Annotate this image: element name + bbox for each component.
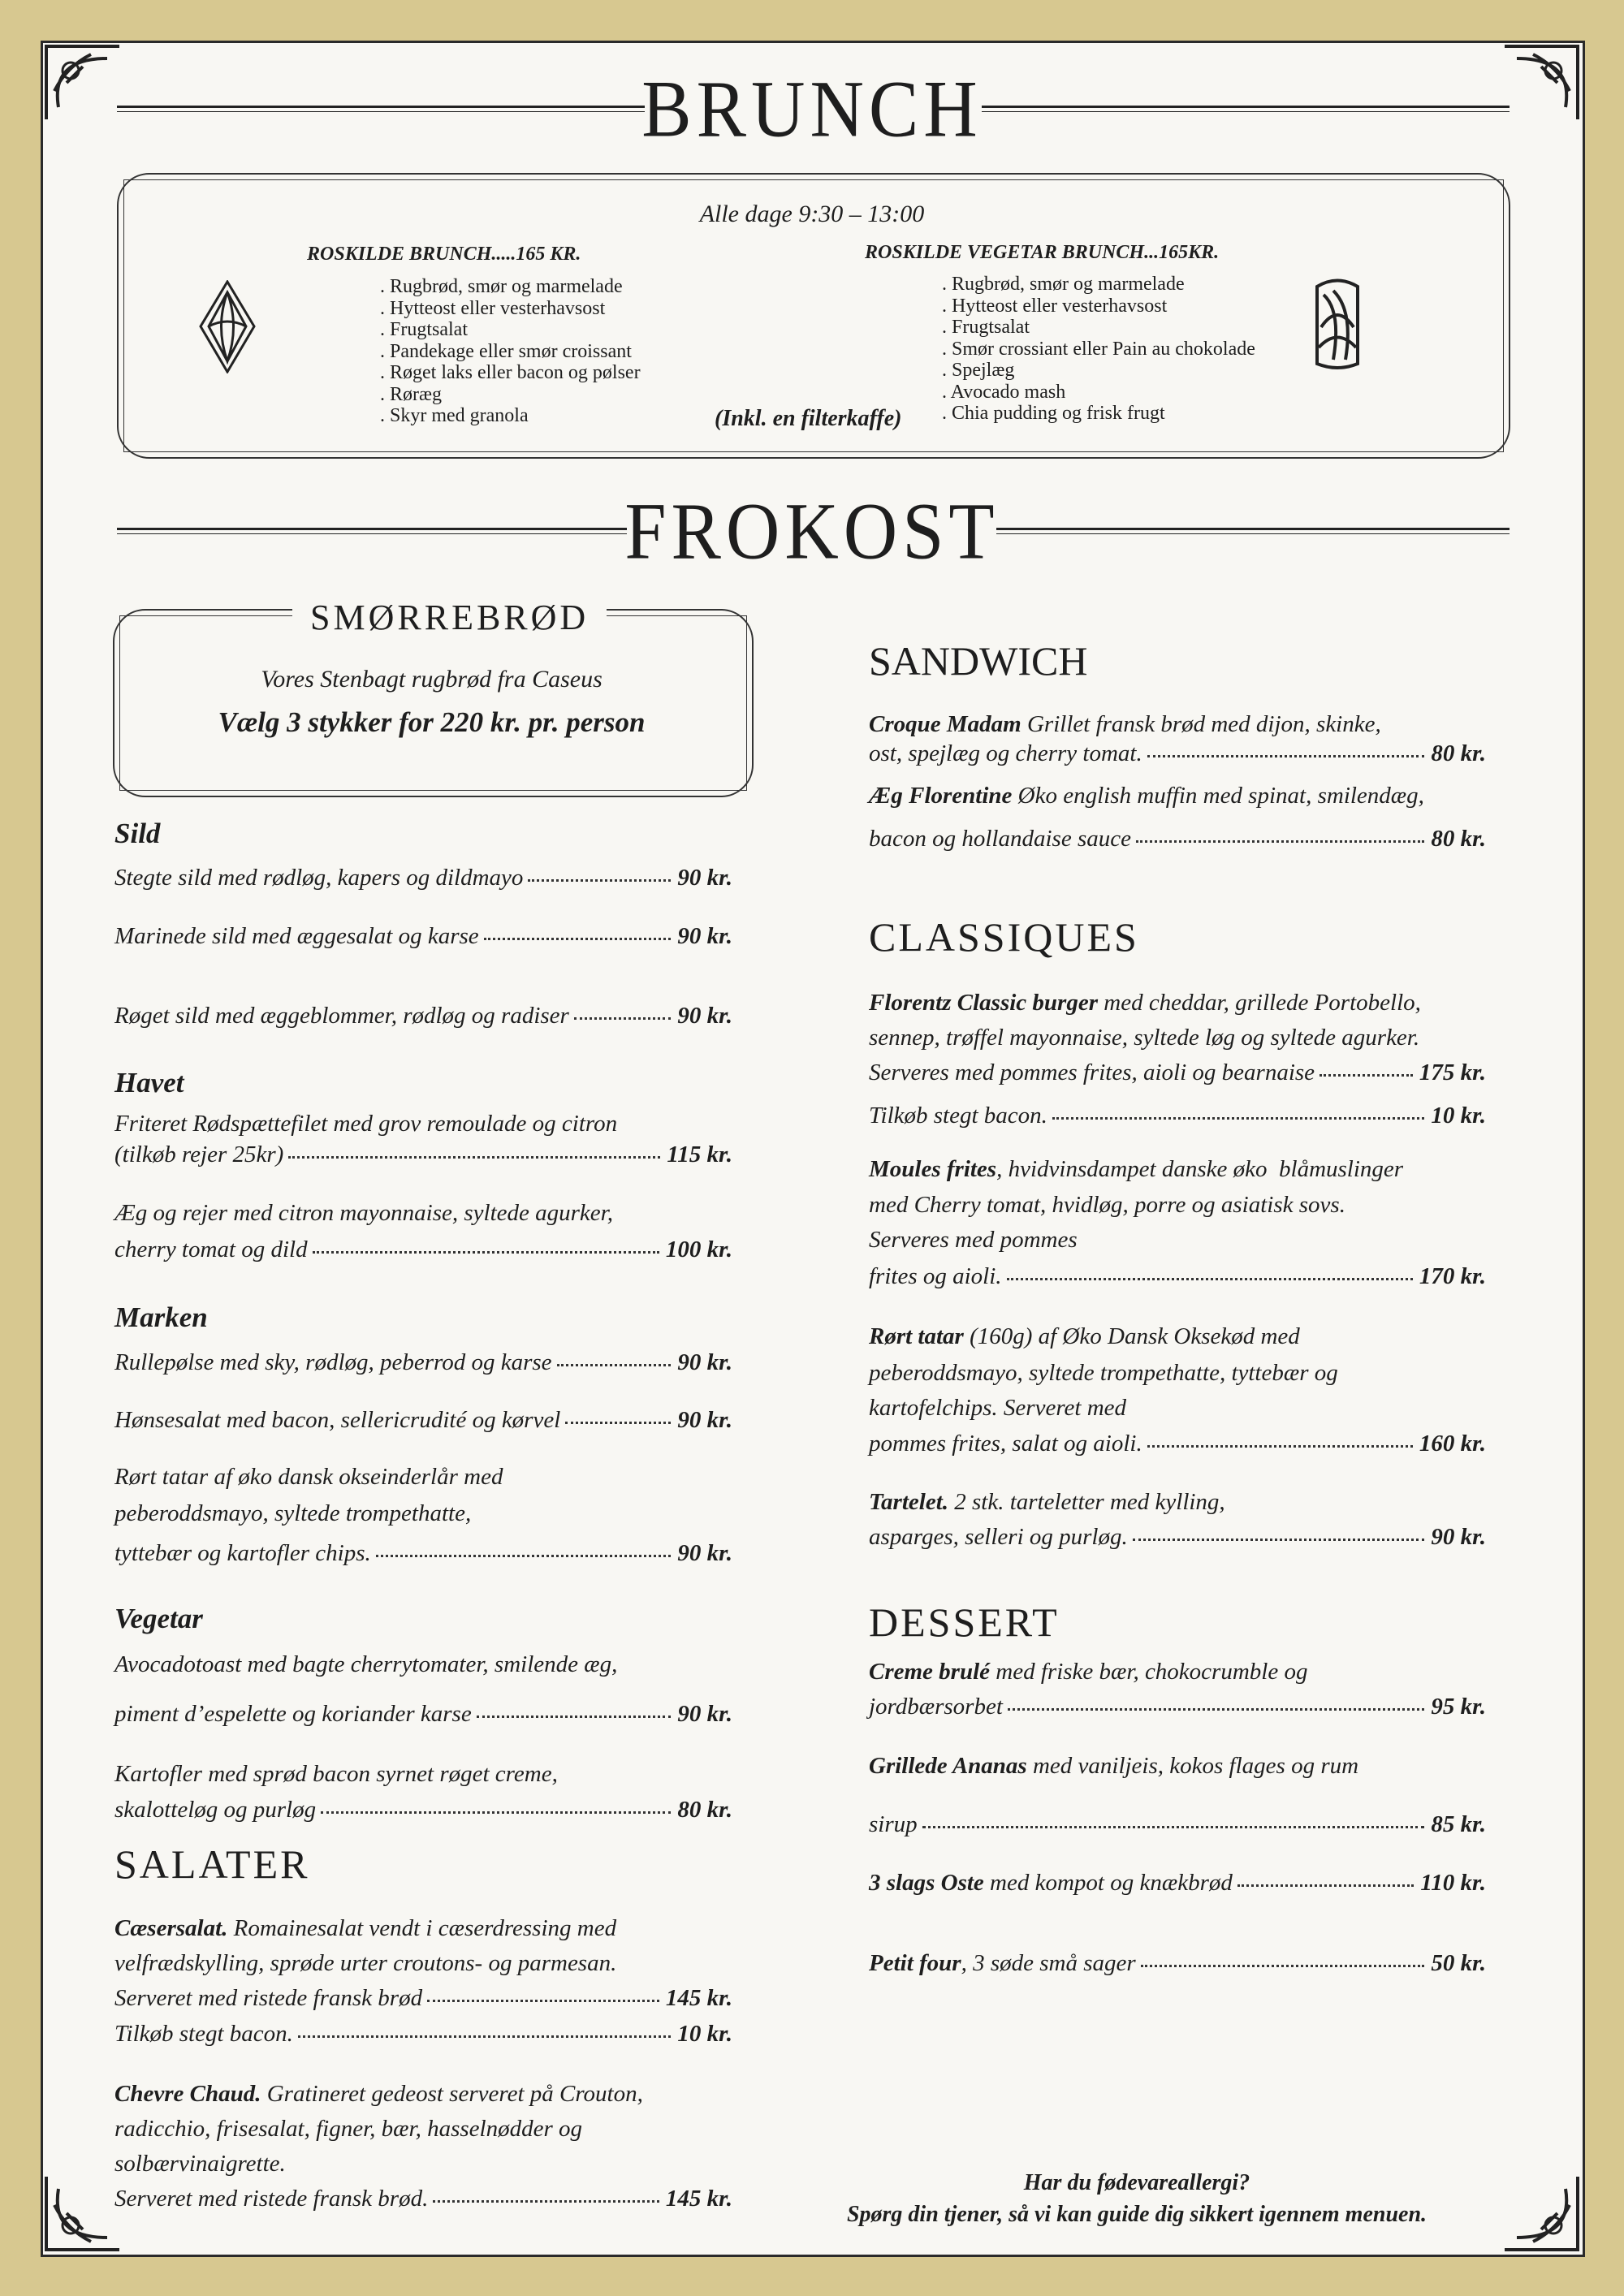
dish-description: kartofelchips. Serveret med <box>869 1395 1127 1421</box>
list-item: . Smør crossiant eller Pain au chokolade <box>942 338 1255 360</box>
menu-item-line <box>114 1349 732 1376</box>
dot-leader <box>298 2035 671 2038</box>
price: 85 kr. <box>1431 1811 1486 1837</box>
vegetar-brunch-menu-list <box>942 274 1255 425</box>
dish-description: Rørt tatar af øko dansk okseinderlår med <box>114 1464 503 1490</box>
dish-description: peberoddsmayo, syltede trompethatte, tyttebær og <box>869 1360 1338 1386</box>
dot-leader <box>1141 1965 1425 1967</box>
price: 10 kr. <box>677 2021 732 2047</box>
dish-name: Croque Madam <box>869 711 1021 737</box>
section-heading: CLASSIQUES <box>869 914 1139 960</box>
corner-ornament-icon <box>42 2173 123 2254</box>
dish-description: , 3 søde små sager <box>961 1950 1136 1976</box>
dish-description: Grillet fransk brød med dijon, skinke, <box>1021 711 1381 737</box>
menu-item-line <box>114 1915 616 1942</box>
dish-description: (160g) af Øko Dansk Oksekød med <box>963 1323 1300 1349</box>
dot-leader <box>557 1364 672 1366</box>
dot-leader <box>288 1156 660 1159</box>
dot-leader <box>1237 1884 1415 1887</box>
dish-description: piment d’espelette og koriander karse <box>114 1701 472 1727</box>
menu-item-line <box>114 1464 503 1491</box>
menu-item-line <box>869 1811 1486 1838</box>
dot-leader <box>922 1826 1425 1828</box>
menu-item-line <box>114 1651 617 1678</box>
dish-description: Tilkøb stegt bacon. <box>114 2021 293 2047</box>
menu-item-line <box>114 1111 617 1137</box>
dot-leader <box>1133 1539 1425 1541</box>
price: 90 kr. <box>1431 1524 1486 1550</box>
dot-leader <box>313 1251 659 1254</box>
frokost-title: FROKOST <box>624 486 1000 576</box>
list-item: . Chia pudding og frisk frugt <box>942 403 1165 424</box>
dot-leader <box>321 1811 671 1814</box>
dish-description: cherry tomat og dild <box>114 1236 308 1262</box>
ornament-diamond-icon <box>199 280 256 373</box>
list-item: . Avocado mash <box>942 381 1066 403</box>
dish-name: Æg Florentine <box>869 783 1013 809</box>
price: 90 kr. <box>677 1701 732 1727</box>
list-item: . Hytteost eller vesterhavsost <box>942 295 1168 317</box>
menu-item-line <box>114 1761 558 1788</box>
dish-description: pommes frites, salat og aioli. <box>869 1431 1142 1457</box>
dish-description: med Cherry tomat, hvidløg, porre og asiatisk sovs. <box>869 1192 1345 1218</box>
dish-description: Gratineret gedeost serveret på Crouton, <box>261 2081 643 2107</box>
list-item: . Rugbrød, smør og marmelade <box>942 274 1185 295</box>
dish-description: bacon og hollandaise sauce <box>869 826 1131 852</box>
dish-description: med vaniljeis, kokos flages og rum <box>1026 1753 1359 1779</box>
menu-item-line <box>114 1950 616 1977</box>
dish-description: Kartofler med sprød bacon syrnet røget creme, <box>114 1761 558 1787</box>
price: 80 kr. <box>1431 826 1486 852</box>
allergy-question: Har du fødevareallergi? <box>1023 2170 1250 2195</box>
dish-name: Grillede Ananas <box>869 1753 1027 1779</box>
menu-item-line <box>869 1060 1486 1086</box>
dish-description: Røget sild med æggeblommer, rødløg og radiser <box>114 1003 569 1029</box>
smorrebrod-offer: Vælg 3 stykker for 220 kr. pr. person <box>218 706 646 738</box>
menu-item-line <box>869 1431 1486 1457</box>
menu-item-line <box>114 1500 471 1527</box>
dot-leader <box>427 2000 659 2002</box>
list-item: . Frugtsalat <box>380 319 468 340</box>
menu-item-line <box>869 1489 1225 1516</box>
list-item: . Hytteost eller vesterhavsost <box>380 297 606 319</box>
list-item: . Rugbrød, smør og marmelade <box>380 276 623 297</box>
dot-leader <box>574 1017 671 1020</box>
menu-item-line <box>114 2116 582 2143</box>
smorrebrod-title: SMØRREBRØD <box>292 597 607 638</box>
list-item: . Skyr med granola <box>380 405 529 426</box>
menu-item-line <box>869 826 1486 852</box>
smorrebrod-subtitle: Vores Stenbagt rugbrød fra Caseus <box>261 666 603 693</box>
category-heading: Vegetar <box>114 1603 203 1634</box>
dish-description: peberoddsmayo, syltede trompethatte, <box>114 1500 472 1526</box>
price: 95 kr. <box>1431 1694 1486 1720</box>
list-item: . Pandekage eller smør croissant <box>380 340 632 362</box>
price: 90 kr. <box>677 1407 732 1433</box>
dot-leader <box>565 1422 671 1424</box>
price: 50 kr. <box>1431 1950 1486 1976</box>
dot-leader <box>477 1716 672 1718</box>
dish-description: 2 stk. tarteletter med kylling, <box>948 1489 1225 1515</box>
dish-description: sirup <box>869 1811 918 1837</box>
menu-item-line <box>869 1192 1345 1219</box>
menu-item-line <box>114 1142 732 1168</box>
menu-item-line <box>869 740 1486 767</box>
price: 90 kr. <box>677 1540 732 1566</box>
dot-leader <box>1147 755 1425 757</box>
list-item: . Spejlæg <box>942 360 1015 381</box>
dish-description: Stegte sild med rødløg, kapers og dildmayo <box>114 865 524 891</box>
dish-description: ost, spejlæg og cherry tomat. <box>869 740 1142 766</box>
dish-name: Cæsersalat. <box>114 1915 228 1941</box>
dish-description: Tilkøb stegt bacon. <box>869 1103 1047 1129</box>
menu-item-line <box>869 1103 1486 1129</box>
vegetar-brunch-menu-title: ROSKILDE VEGETAR BRUNCH...165KR. <box>865 242 1220 263</box>
dish-description: tyttebær og kartofler chips. <box>114 1540 371 1566</box>
dish-description: asparges, selleri og purløg. <box>869 1524 1128 1550</box>
dish-description: Romainesalat vendt i cæserdressing med <box>227 1915 617 1941</box>
dish-description: Serveret med ristede fransk brød <box>114 1985 423 2011</box>
dish-description: Rullepølse med sky, rødløg, peberrod og karse <box>114 1349 552 1375</box>
menu-item-line <box>114 865 732 891</box>
dish-name: Creme brulé <box>869 1659 991 1685</box>
dish-description: Serveres med pommes frites, aioli og bearnaise <box>869 1060 1315 1085</box>
menu-item-line <box>114 2186 732 2212</box>
dish-description: jordbærsorbet <box>869 1694 1003 1720</box>
dot-leader <box>376 1555 672 1557</box>
menu-item-line <box>114 1200 613 1227</box>
menu-item-line <box>869 1870 1486 1897</box>
menu-item-line <box>869 1950 1486 1977</box>
menu-item-line <box>114 1797 732 1823</box>
section-heading: SANDWICH <box>869 638 1088 684</box>
dish-description: Æg og rejer med citron mayonnaise, syltede agurker, <box>114 1200 613 1226</box>
menu-item-line <box>114 1985 732 2012</box>
price: 90 kr. <box>677 865 732 891</box>
dish-name: Tartelet. <box>869 1489 949 1515</box>
menu-item-line <box>869 1524 1486 1551</box>
menu-item-line <box>869 1659 1307 1685</box>
dish-name: Florentz Classic burger <box>869 990 1098 1016</box>
menu-item-line <box>114 1407 732 1434</box>
dish-description: sennep, trøffel mayonnaise, syltede løg og syltede agurker. <box>869 1025 1420 1051</box>
dish-description: med kompot og knækbrød <box>983 1870 1233 1896</box>
corner-ornament-icon <box>1501 2173 1582 2254</box>
menu-item-line <box>869 1025 1419 1051</box>
menu-item-line <box>114 1236 732 1263</box>
brunch-title: BRUNCH <box>641 63 983 154</box>
menu-item-line <box>114 2151 286 2177</box>
dish-name: Moules frites <box>869 1156 997 1182</box>
dish-description: med friske bær, chokocrumble og <box>990 1659 1308 1685</box>
dish-description: (tilkøb rejer 25kr) <box>114 1142 284 1167</box>
dish-description: solbærvinaigrette. <box>114 2151 286 2177</box>
dish-name: 3 slags Oste <box>869 1870 984 1896</box>
dish-description: Marinede sild med æggesalat og karse <box>114 923 479 949</box>
dish-description: , hvidvinsdampet danske øko blåmuslinger <box>996 1156 1404 1182</box>
price: 145 kr. <box>665 2186 732 2212</box>
menu-item-line <box>114 923 732 950</box>
category-heading: Marken <box>114 1301 208 1333</box>
menu-item-line <box>869 711 1381 738</box>
dish-description: velfrædskylling, sprøde urter croutons- og parmesan. <box>114 1950 617 1976</box>
list-item: . Frugtsalat <box>942 317 1030 338</box>
price: 80 kr. <box>1431 740 1486 766</box>
menu-item-line <box>869 783 1424 809</box>
dot-leader <box>1136 840 1424 843</box>
dot-leader <box>1320 1074 1413 1077</box>
dish-description: Avocadotoast med bagte cherrytomater, smilende æg, <box>114 1651 618 1677</box>
ornament-knot-icon <box>1309 278 1366 372</box>
category-heading: Havet <box>114 1067 184 1098</box>
dish-description: skalotteløg og purløg <box>114 1797 317 1823</box>
price: 90 kr. <box>677 923 732 949</box>
menu-item-line <box>869 990 1421 1016</box>
price: 170 kr. <box>1419 1263 1486 1289</box>
dish-description: Serveret med ristede fransk brød. <box>114 2186 429 2212</box>
price: 100 kr. <box>665 1236 732 1262</box>
brunch-hours: Alle dage 9:30 – 13:00 <box>699 201 925 227</box>
price: 110 kr. <box>1420 1870 1486 1896</box>
dish-description: Serveres med pommes <box>869 1227 1078 1253</box>
price: 145 kr. <box>665 1985 732 2011</box>
dish-description: Friteret Rødspættefilet med grov remoulade og citron <box>114 1111 618 1137</box>
dish-description: med cheddar, grillede Portobello, <box>1098 990 1421 1016</box>
price: 160 kr. <box>1419 1431 1486 1457</box>
menu-item-line <box>114 2081 643 2108</box>
dot-leader <box>1052 1117 1424 1120</box>
price: 115 kr. <box>667 1142 732 1167</box>
dot-leader <box>1147 1445 1413 1448</box>
list-item: . Røget laks eller bacon og pølser <box>380 362 641 383</box>
menu-item-line <box>869 1323 1300 1350</box>
menu-item-line <box>869 1360 1338 1387</box>
section-heading: DESSERT <box>869 1599 1060 1645</box>
price: 10 kr. <box>1431 1103 1486 1129</box>
dish-description: Øko english muffin med spinat, smilendæg, <box>1012 783 1424 809</box>
menu-item-line <box>869 1694 1486 1720</box>
dot-leader <box>433 2200 659 2203</box>
dish-name: Chevre Chaud. <box>114 2081 261 2107</box>
brunch-note: (Inkl. en filterkaffe) <box>715 406 902 431</box>
menu-item-line <box>869 1263 1486 1290</box>
dish-name: Rørt tatar <box>869 1323 964 1349</box>
menu-item-line <box>114 2021 732 2048</box>
dish-description: Hønsesalat med bacon, sellericrudité og kørvel <box>114 1407 561 1433</box>
price: 175 kr. <box>1419 1060 1486 1085</box>
menu-item-line <box>869 1753 1358 1780</box>
dot-leader <box>528 879 671 882</box>
dish-description: radicchio, frisesalat, figner, bær, hasselnødder og <box>114 2116 582 2142</box>
price: 90 kr. <box>677 1003 732 1029</box>
menu-item-line <box>114 1540 732 1567</box>
list-item: . Røræg <box>380 383 443 405</box>
menu-item-line <box>869 1156 1403 1183</box>
allergy-note: Spørg din tjener, så vi kan guide dig sikkert igennem menuen. <box>846 2202 1427 2227</box>
dot-leader <box>1008 1708 1424 1711</box>
dish-name: Petit four <box>869 1950 961 1976</box>
category-heading: Sild <box>114 818 161 849</box>
menu-item-line <box>869 1395 1126 1422</box>
price: 80 kr. <box>677 1797 732 1823</box>
menu-item-line <box>114 1003 732 1029</box>
price: 90 kr. <box>677 1349 732 1375</box>
dot-leader <box>484 938 672 940</box>
brunch-menu-title: ROSKILDE BRUNCH.....165 KR. <box>307 244 581 265</box>
dot-leader <box>1007 1278 1413 1280</box>
section-heading: SALATER <box>114 1841 310 1887</box>
dish-description: frites og aioli. <box>869 1263 1002 1289</box>
brunch-menu-list <box>380 276 641 427</box>
menu-item-line <box>114 1701 732 1728</box>
menu-item-line <box>869 1227 1078 1254</box>
